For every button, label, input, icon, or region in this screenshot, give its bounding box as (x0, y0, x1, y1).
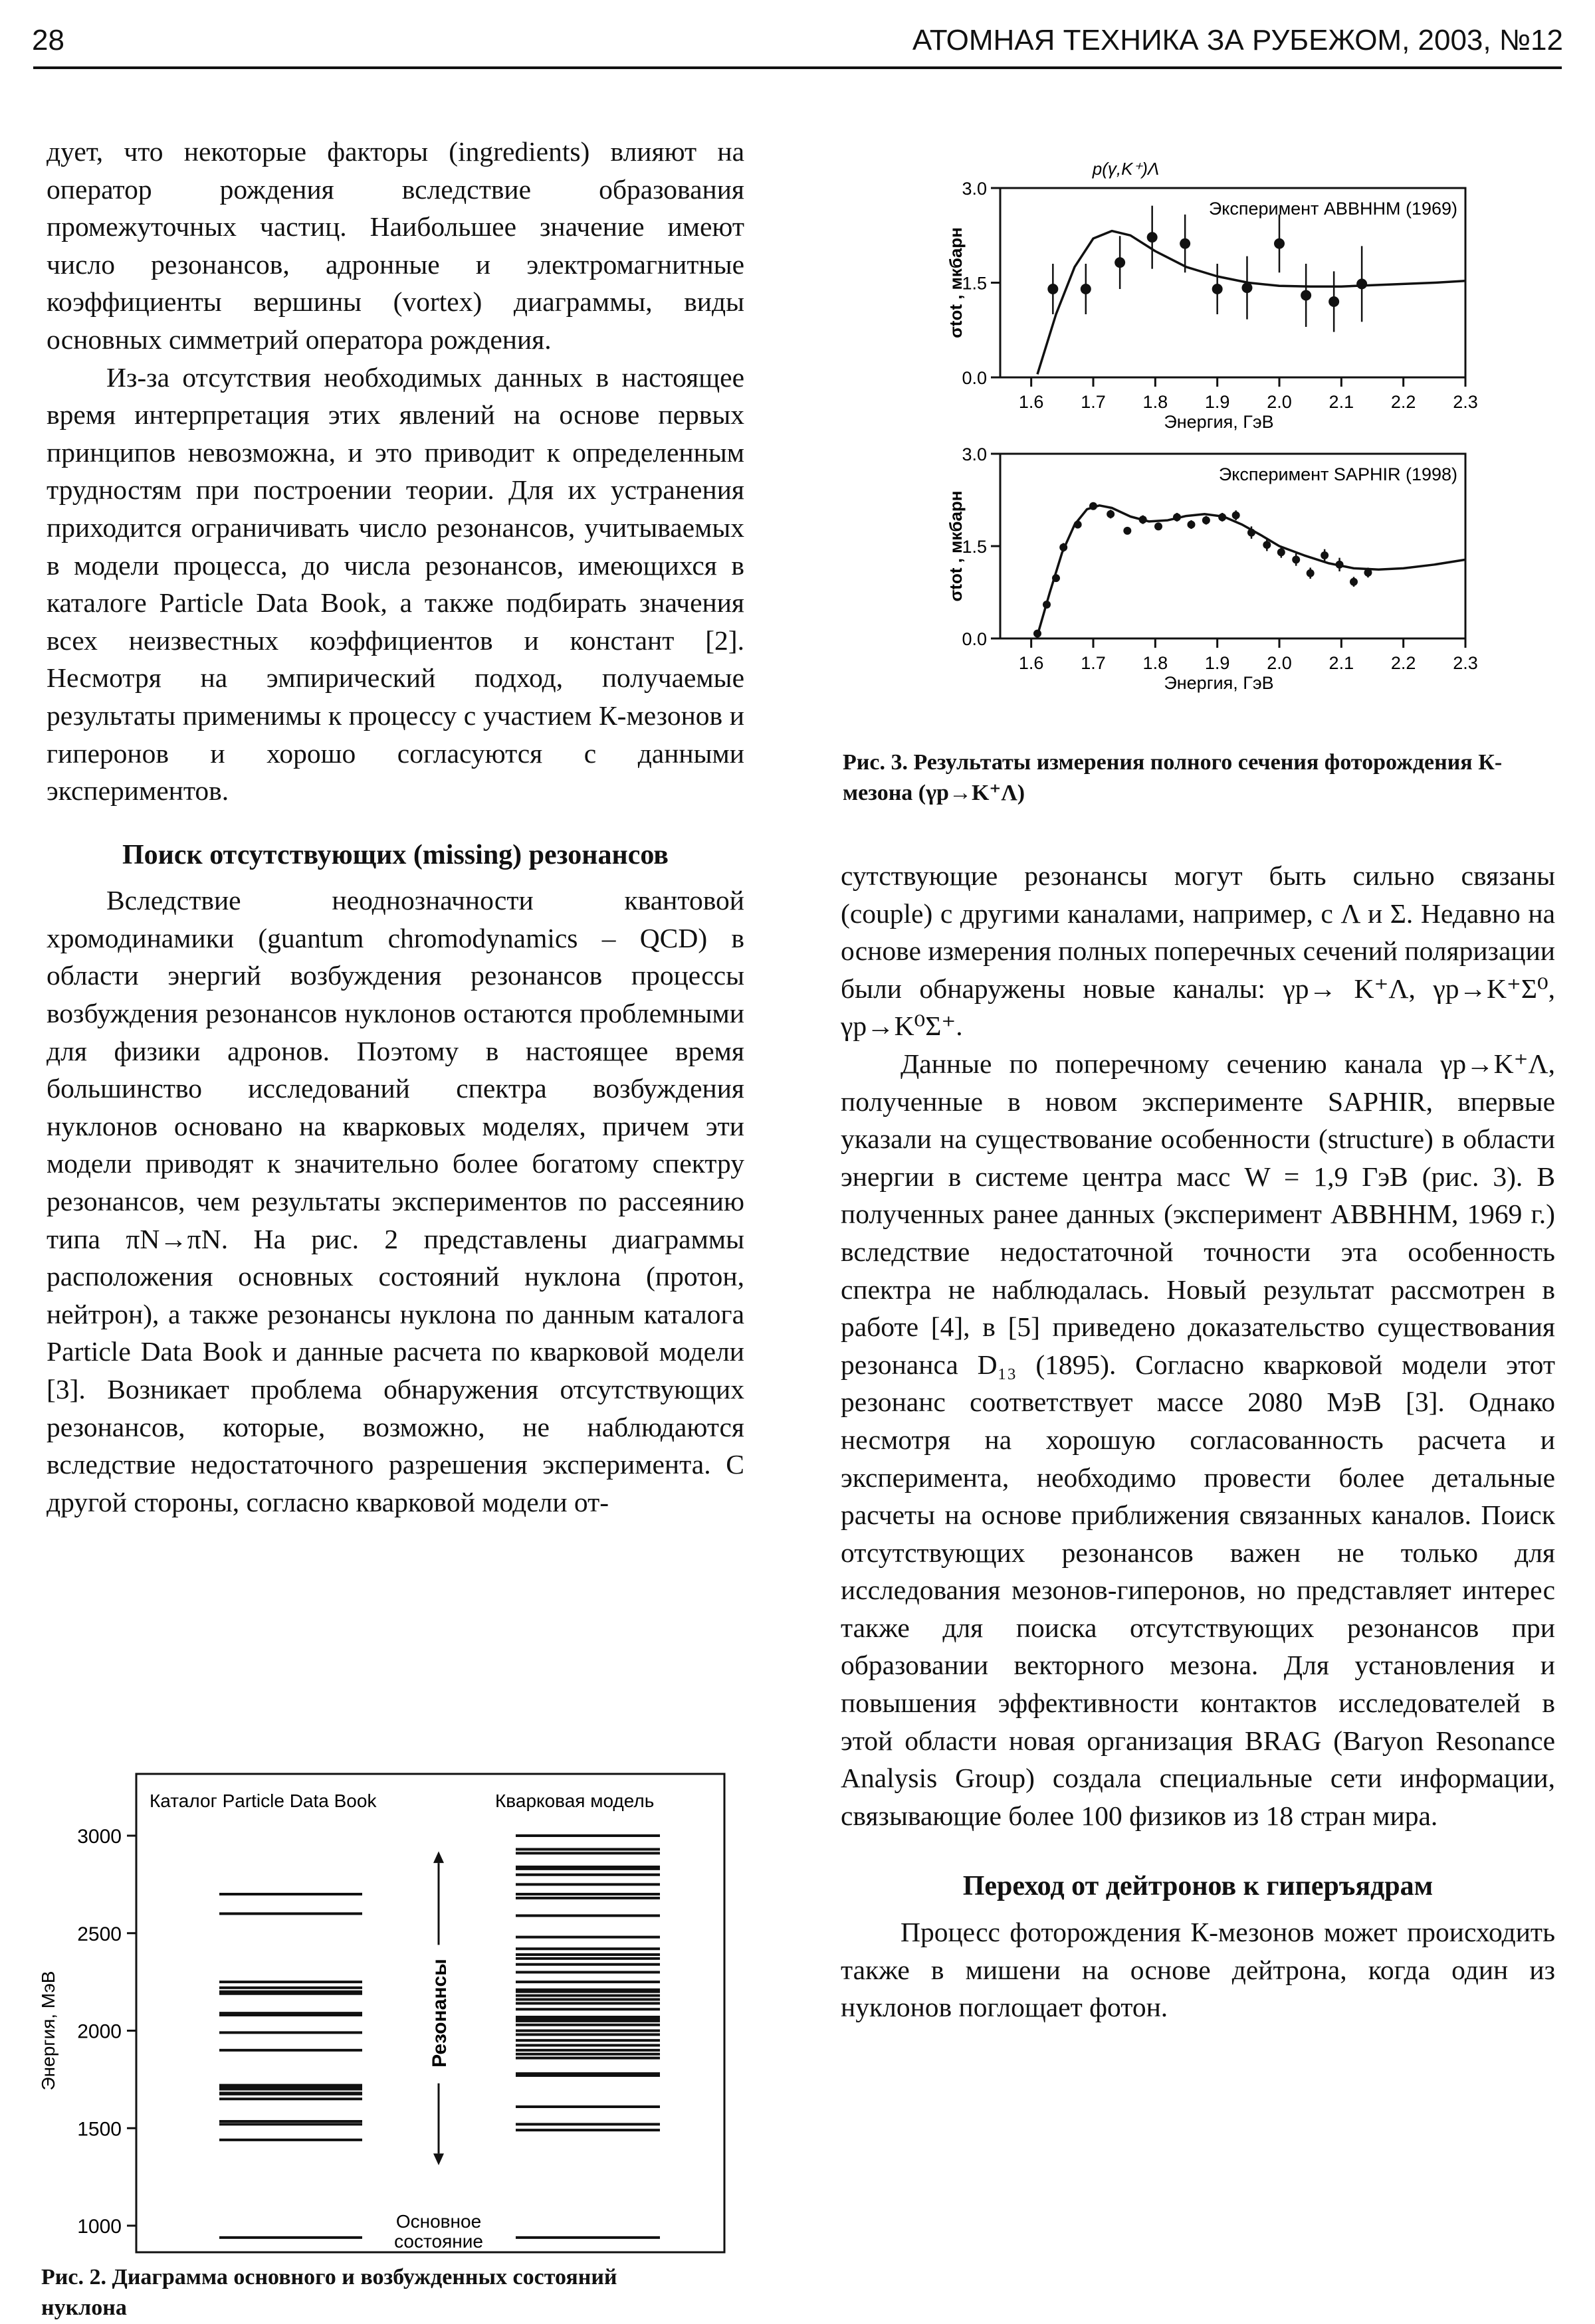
x-tick-label: 1.8 (1142, 653, 1168, 673)
y-tick-label: 3.0 (962, 179, 987, 199)
header-rule (33, 66, 1562, 69)
model-curve (1037, 231, 1465, 375)
data-point (1052, 574, 1060, 582)
paragraph: Процесс фоторождения К-мезонов может происходить также в мишени на основе дейтрона, когда один из нуклонов поглощает фотон. (841, 1917, 1555, 2023)
plot-abbhhm (946, 159, 1478, 432)
data-point (1089, 502, 1097, 510)
column-header: Кварковая модель (495, 1791, 655, 1811)
paragraph: сутствующие резонансы могут быть сильно связаны (couple) с другими каналами, например, с Λ и Σ. Недавно на основе измерения полных поперечных сечений поляризации были обнаружены новые каналы: γp→ K⁺Λ, γp→K⁺Σ⁰, γp→K⁰Σ⁺. (841, 860, 1555, 1042)
x-tick-label: 1.6 (1018, 653, 1044, 673)
data-point (1147, 232, 1158, 242)
data-point (1081, 284, 1091, 294)
data-point (1274, 239, 1285, 249)
y-axis-label: σtot , мкбарн (946, 227, 966, 339)
x-tick-label: 1.9 (1204, 653, 1230, 673)
figure-3 (831, 146, 1562, 737)
section-title: Поиск отсутствующих (missing) резонансов (122, 839, 669, 870)
y-axis-label: σtot , мкбарн (946, 490, 966, 602)
data-point (1292, 555, 1300, 563)
data-point (1321, 551, 1329, 559)
data-point (1263, 541, 1271, 549)
x-tick-label: 2.1 (1329, 653, 1354, 673)
data-point (1033, 630, 1041, 638)
data-point (1123, 527, 1131, 535)
y-tick-label: 3.0 (962, 444, 987, 464)
data-point (1212, 284, 1223, 294)
data-point (1187, 521, 1195, 529)
paragraph: Из-за отсутствия необходимых данных в настоящее время интерпретация этих явлений на основе первых принципов невозможна, и это приводит к определенным трудностям при построении теории. Для их устранения приходится ограничивать число резонансов, учитываемых в модели процесса, до числа резонансов, имеющихся в каталоге Particle Data Book, а также подбирать значения всех неизвестных коэффициентов и констант [2]. Несмотря на эмпирический подход, получаемые результаты применимы к процессу с участием К-мезонов и гиперонов и хорошо согласуются с данными экспериментов. (47, 361, 744, 807)
paragraph: дует, что некоторые факторы (ingredients) влияют на оператор рождения вследствие образования промежуточных частиц. Наибольшее значение имеют число резонансов, адронные и электромагнитные коэффициенты вершины (vortex) диаграммы, виды основных симметрий оператора рождения. (47, 136, 744, 355)
data-point (1232, 512, 1240, 520)
paragraph: Вследствие неоднозначности квантовой хромодинамики (guantum chromodynamics – QCD) в области энергий возбуждения резонансов процессы возбуждения резонансов нуклонов остаются проблемными для физики адронов. Поэтому в настоящее время большинство исследований спектра возбуждения нуклонов основано на кварковых моделях, причем эти модели приводят к значительно более богатому спектру резонансов, чем результаты экспериментов по рассеянию типа πN→πN. На рис. 2 представлены диаграммы расположения основных состояний нуклона (протон, нейтрон), а также резонансы нуклона по данным каталога Particle Data Book и данные расчета по кварковой модели [3]. Возникает проблема обнаружения отсутствующих резонансов, которые, возможно, не наблюдаются вследствие недостаточного разрешения эксперимента. С другой стороны, согласно кварковой модели от- (47, 885, 744, 1517)
column-header: Каталог Particle Data Book (150, 1791, 377, 1811)
plot-annotation: Эксперимент ABBHHM (1969) (1208, 199, 1457, 219)
data-point (1154, 522, 1162, 530)
arrow-up-icon (433, 1851, 444, 1863)
page-number: 28 (32, 24, 64, 56)
x-tick-label: 2.2 (1390, 392, 1416, 412)
data-point (1139, 516, 1147, 524)
data-point (1356, 278, 1367, 289)
y-tick-label: 1.5 (962, 537, 987, 557)
y-tick-label: 1500 (77, 2118, 122, 2141)
data-point (1350, 578, 1358, 586)
running-head (32, 24, 1563, 64)
ground-label: Основное (395, 2210, 482, 2232)
y-tick-label: 1000 (77, 2216, 122, 2238)
data-point (1336, 561, 1344, 569)
data-point (1241, 282, 1252, 293)
right-column (841, 857, 1555, 2026)
arrow-label: Резонансы (429, 1959, 451, 2068)
x-tick-label: 1.7 (1081, 653, 1106, 673)
figure-3-caption: Рис. 3. Результаты измерения полного сечения фоторождения К-мезона (γp→K⁺Λ) (843, 750, 1503, 805)
data-point (1180, 239, 1190, 249)
x-tick-label: 2.3 (1453, 392, 1478, 412)
plot-annotation: Эксперимент SAPHIR (1998) (1218, 464, 1457, 484)
data-point (1047, 284, 1058, 294)
arrow-down-icon (433, 2153, 444, 2165)
data-point (1115, 257, 1125, 268)
y-tick-label: 0.0 (962, 629, 987, 649)
plot-saphir (946, 444, 1478, 693)
x-tick-label: 2.0 (1267, 392, 1292, 412)
x-tick-label: 1.7 (1081, 392, 1106, 412)
ground-label: состояние (394, 2230, 483, 2252)
y-tick-label: 2000 (77, 2020, 122, 2043)
data-point (1307, 569, 1315, 577)
data-point (1074, 521, 1082, 529)
data-point (1301, 290, 1311, 301)
figure-2-caption: Рис. 2. Диаграмма основного и возбужденных состояний нуклона (41, 2265, 617, 2320)
plot-title: p(γ,K⁺)Λ (1092, 159, 1160, 179)
left-column (47, 133, 744, 1521)
data-point (1218, 513, 1226, 521)
data-point (1202, 516, 1210, 524)
x-tick-label: 2.3 (1453, 653, 1478, 673)
figure-2 (27, 1754, 744, 2259)
data-point (1107, 510, 1115, 518)
level-diagram (38, 1774, 724, 2252)
x-tick-label: 1.8 (1142, 392, 1168, 412)
y-tick-label: 0.0 (962, 368, 987, 388)
paragraph: Данные по поперечному сечению канала γp→K⁺Λ, полученные в новом эксперименте SAPHIR, впервые указали на существование особенности (structure) в области энергии в системе центра масс W = 1,9 ГэВ (рис. 3). В полученных ранее данных (эксперимент ABBHHM, 1969 г.) вследствие недостаточной точности эта особенность спектра не наблюдалась. Новый результат рассмотрен в работе [4], в [5] приведено доказательство существования резонанса D₁₃ (1895). Согласно кварковой модели этот резонанс соответствует массе 2080 МэВ [3]. Однако несмотря на хорошую согласованность расчета и эксперимента, необходимо провести более детальные расчеты на основе приближения связанных каналов. Поиск отсутствующих резонансов важен не только для исследования мезонов-гиперонов, но представляет интерес также для поиска отсутствующих резонансов при образовании векторного мезона. Для установления и повышения эффективности контактов исследователей в этой области новая организация BRAG (Baryon Resonance Analysis Group) создала специальные сети информации, связывающие более 100 физиков из 18 стран мира. (841, 1048, 1555, 1831)
data-point (1364, 569, 1372, 577)
x-tick-label: 2.0 (1267, 653, 1292, 673)
x-tick-label: 1.9 (1204, 392, 1230, 412)
journal-title: АТОМНАЯ ТЕХНИКА ЗА РУБЕЖОМ, 2003, №12 (912, 24, 1563, 56)
model-curve (1037, 506, 1465, 636)
data-point (1329, 296, 1339, 307)
section-title: Переход от дейтронов к гиперъядрам (962, 1871, 1434, 1902)
data-point (1277, 548, 1285, 556)
x-axis-label: Энергия, ГэВ (1164, 412, 1274, 432)
data-point (1043, 601, 1051, 609)
y-axis-label: Энергия, МэВ (38, 1971, 58, 2091)
x-tick-label: 2.1 (1329, 392, 1354, 412)
y-tick-label: 2500 (77, 1923, 122, 1945)
x-tick-label: 1.6 (1018, 392, 1044, 412)
x-axis-label: Энергия, ГэВ (1164, 673, 1274, 693)
data-point (1059, 543, 1067, 551)
y-tick-label: 3000 (77, 1826, 122, 1848)
data-point (1173, 513, 1181, 521)
x-tick-label: 2.2 (1390, 653, 1416, 673)
y-tick-label: 1.5 (962, 273, 987, 294)
data-point (1247, 529, 1255, 537)
